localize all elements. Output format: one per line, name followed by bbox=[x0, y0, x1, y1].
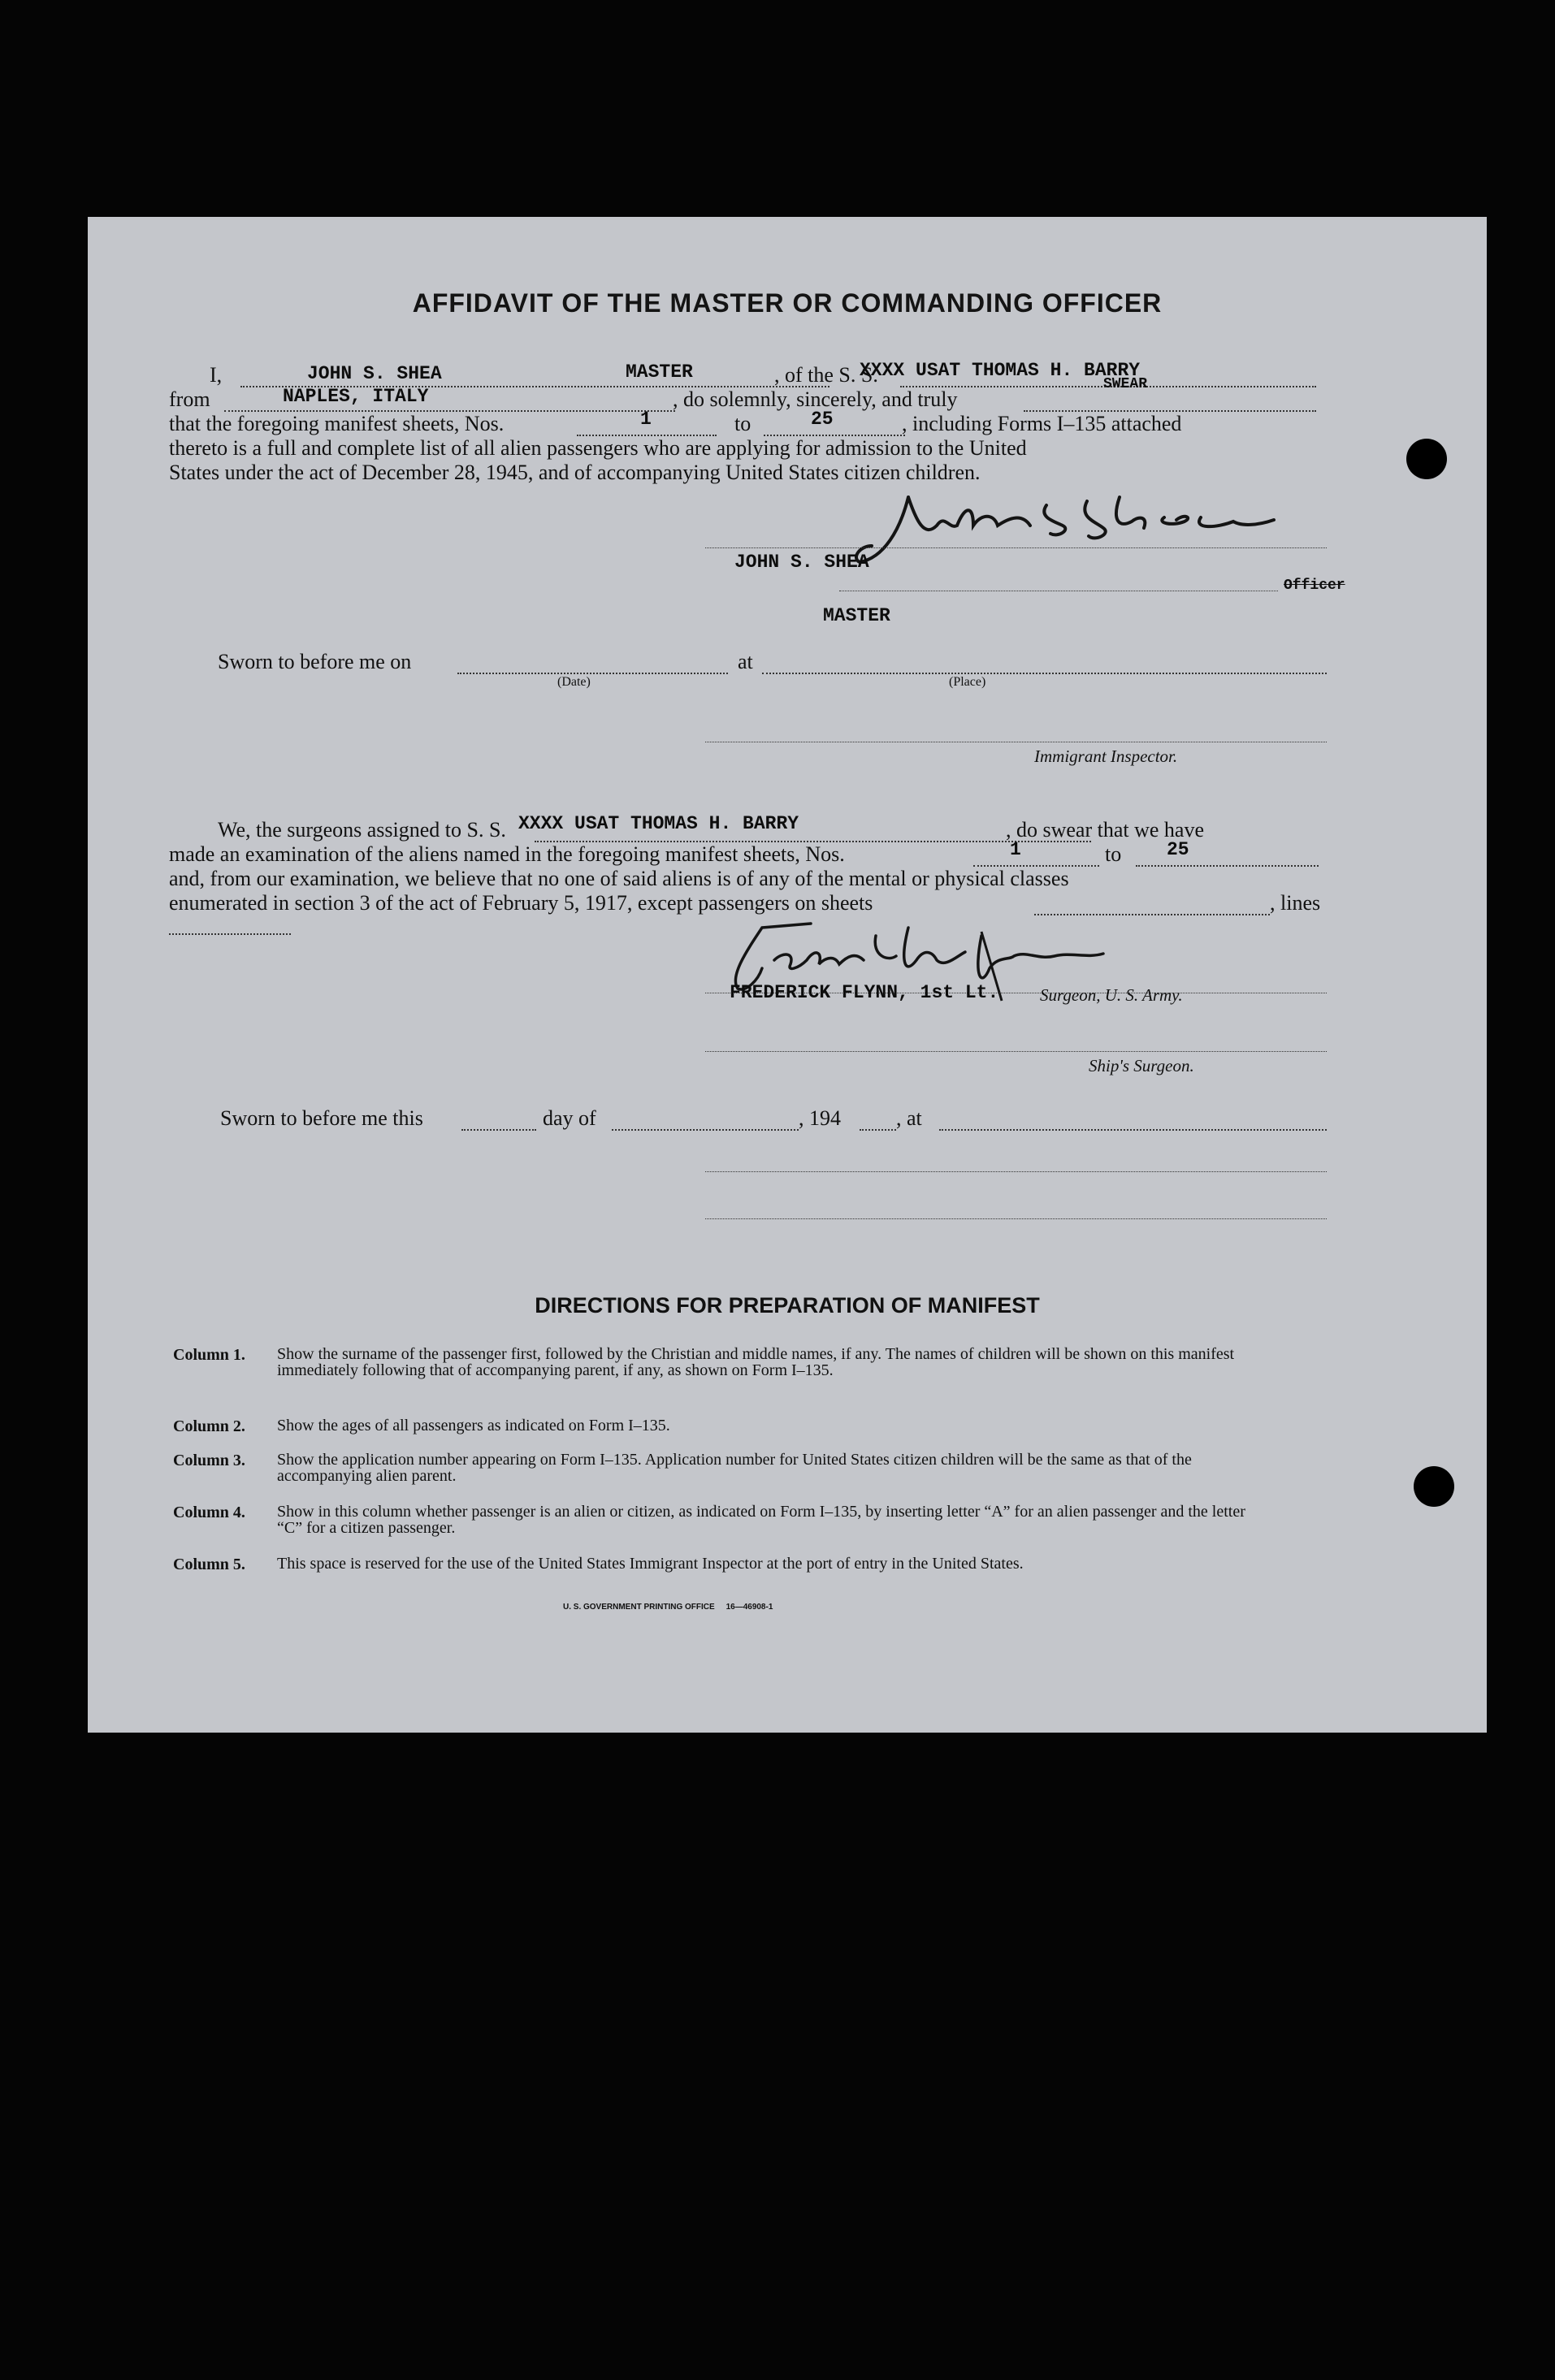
column-2-text: Show the ages of all passengers as indicated on Form I–135. bbox=[277, 1417, 670, 1434]
column-3-text: Show the application number appearing on Form I–135. Application number for United States citizen children will be the same as that of the accompanying alien parent. bbox=[277, 1451, 1192, 1485]
sworn-at-label-2: , at bbox=[896, 1106, 922, 1130]
surgeons-nos-to-blank bbox=[1136, 865, 1319, 867]
master-signature bbox=[851, 481, 1290, 586]
printer-imprint: U. S. GOVERNMENT PRINTING OFFICE 16—46908-1 bbox=[563, 1603, 773, 1612]
column-5-label: Column 5. bbox=[173, 1556, 245, 1573]
signature-line-2 bbox=[705, 1218, 1327, 1219]
departure-port: NAPLES, ITALY bbox=[283, 386, 429, 407]
surgeons-vessel-name: XXXX USAT THOMAS H. BARRY bbox=[518, 813, 799, 834]
master-name: JOHN S. SHEA bbox=[307, 363, 442, 384]
nos-to: 25 bbox=[811, 409, 834, 430]
surgeon-caption: Surgeon, U. S. Army. bbox=[1040, 985, 1183, 1005]
master-title: MASTER bbox=[626, 361, 693, 383]
surgeons-line-4: enumerated in section 3 of the act of February 5, 1917, except passengers on sheets bbox=[169, 891, 873, 915]
swear-word: SWEAR bbox=[1103, 376, 1148, 392]
inspector-caption: Immigrant Inspector. bbox=[1034, 746, 1178, 766]
punch-hole-top bbox=[1406, 439, 1447, 479]
sworn-date-blank bbox=[457, 673, 728, 674]
affidavit-line-5: States under the act of December 28, 1945, and of accompanying United States citizen children. bbox=[169, 461, 981, 484]
typed-signer-name: JOHN S. SHEA bbox=[734, 552, 869, 573]
column-5-text: This space is reserved for the use of the United States Immigrant Inspector at the port of entry in the United States. bbox=[277, 1555, 1024, 1573]
day-of-label: day of bbox=[543, 1106, 596, 1130]
year-label: , 194 bbox=[799, 1106, 841, 1130]
sworn-place-blank bbox=[762, 673, 1327, 674]
sworn-year-blank bbox=[860, 1129, 896, 1131]
punch-hole-bottom bbox=[1414, 1466, 1454, 1507]
column-1-text: Show the surname of the passenger first, followed by the Christian and middle names, if any. The names of children will be shown on this manifest immediately following that of accompanying parent, if any, as shown on Form I–135. bbox=[277, 1345, 1235, 1379]
column-2-label: Column 2. bbox=[173, 1417, 245, 1435]
column-4-text: Show in this column whether passenger is an alien or citizen, as indicated on Form I–135, by inserting letter “A” for an alien passenger and the letter “C” for a citizen passenger. bbox=[277, 1503, 1245, 1537]
surgeons-line-2: made an examination of the aliens named in the foregoing manifest sheets, Nos. bbox=[169, 842, 845, 866]
surgeons-swear-text: , do swear that we have bbox=[1006, 818, 1205, 842]
surgeons-nos-from: 1 bbox=[1010, 839, 1021, 860]
struck-word: Officer bbox=[1284, 578, 1345, 594]
surgeons-line-3: and, from our examination, we believe that no one of said aliens is of any of the mental or physical classes bbox=[169, 867, 1069, 890]
column-1-label: Column 1. bbox=[173, 1346, 245, 1364]
typed-signer-role: MASTER bbox=[823, 605, 890, 626]
lines-label: , lines bbox=[1270, 891, 1321, 915]
surgeons-to-label: to bbox=[1105, 842, 1122, 866]
surgeons-sworn-label: Sworn to before me this bbox=[220, 1106, 423, 1130]
affidavit-line-4: thereto is a full and complete list of all alien passengers who are applying for admission to the United bbox=[169, 436, 1027, 460]
sworn-day-blank bbox=[461, 1129, 536, 1131]
lines-blank bbox=[169, 933, 291, 935]
master-signature-line bbox=[705, 547, 1327, 548]
surgeons-line-1: We, the surgeons assigned to S. S. bbox=[218, 818, 506, 842]
sworn-label: Sworn to before me on bbox=[218, 650, 412, 673]
typed-surgeon-name: FREDERICK FLYNN, 1st Lt. bbox=[730, 982, 999, 1003]
vessel-name: XXXX USAT THOMAS H. BARRY bbox=[860, 360, 1141, 381]
directions-title: DIRECTIONS FOR PREPARATION OF MANIFEST bbox=[535, 1293, 1040, 1318]
manifest-sheets-text: that the foregoing manifest sheets, Nos. bbox=[169, 412, 505, 435]
sworn-at-label: at bbox=[738, 650, 753, 673]
place-caption: (Place) bbox=[949, 675, 986, 689]
surgeons-nos-to: 25 bbox=[1167, 839, 1189, 860]
nos-from: 1 bbox=[640, 409, 652, 430]
i-prefix: I, bbox=[210, 363, 223, 387]
document-page bbox=[88, 217, 1487, 1733]
sworn-month-blank bbox=[612, 1129, 799, 1131]
column-3-label: Column 3. bbox=[173, 1452, 245, 1469]
to-label: to bbox=[734, 412, 752, 435]
column-4-label: Column 4. bbox=[173, 1504, 245, 1521]
ships-surgeon-line bbox=[705, 1051, 1327, 1052]
sworn-place-blank-2 bbox=[939, 1129, 1327, 1131]
affidavit-title: AFFIDAVIT OF THE MASTER OR COMMANDING OFFICER bbox=[412, 288, 1163, 318]
ships-surgeon-caption: Ship's Surgeon. bbox=[1089, 1056, 1194, 1075]
date-caption: (Date) bbox=[557, 675, 591, 689]
of-the-label: , of the S. S. bbox=[774, 363, 878, 387]
forms-attached-text: , including Forms I–135 attached bbox=[902, 412, 1182, 435]
solemnly-text: , do solemnly, sincerely, and truly bbox=[673, 387, 958, 411]
signature-line-1 bbox=[705, 1171, 1327, 1172]
from-label: from bbox=[169, 387, 210, 411]
